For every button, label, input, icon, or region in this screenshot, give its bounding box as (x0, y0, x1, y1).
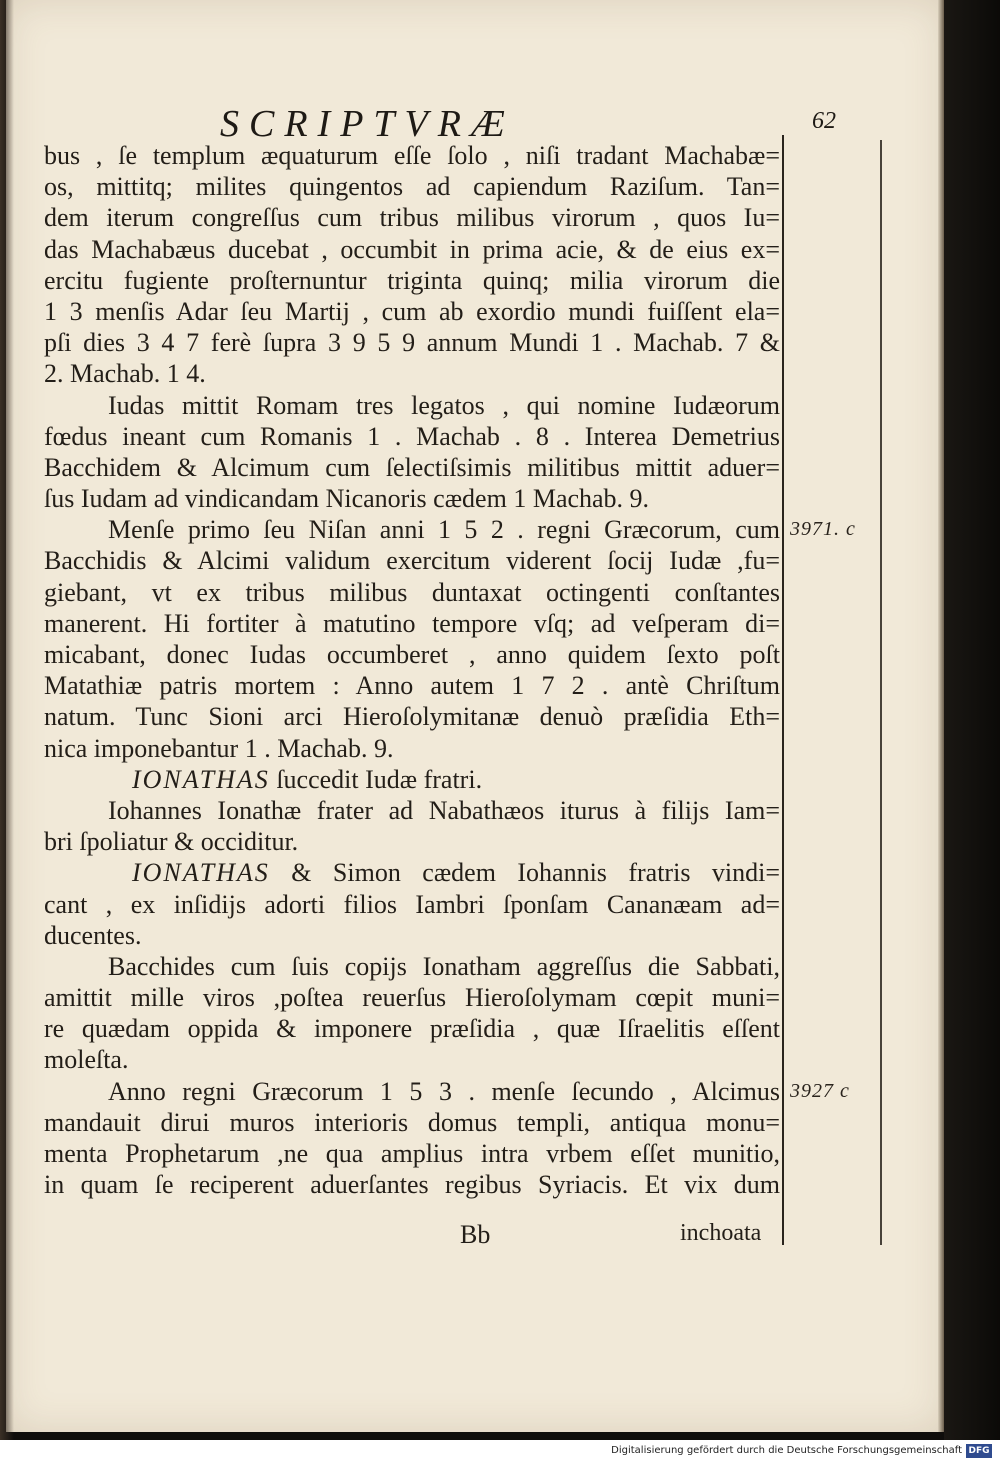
binding-shadow (0, 0, 14, 1440)
text-line: Iohannes Ionathæ frater ad Nabathæos iturus à filijs Iam= (108, 795, 780, 825)
running-head: SCRIPTVRÆ (220, 103, 515, 145)
text-line: giebant, vt ex tribus milibus duntaxat octingenti conſtantes (44, 577, 780, 607)
text-line: dem iterum congreſſus cum tribus milibus virorum , quos Iu= (44, 203, 780, 233)
signature-mark: Bb (460, 1220, 491, 1249)
text-line: ſus Iudam ad vindicandam Nicanoris cædem 1 Machab. 9. (44, 484, 650, 514)
folio-number: 62 (812, 108, 836, 134)
text-line: das Machabæus ducebat , occumbit in prima acie, & de eius ex= (44, 234, 780, 264)
footer-bar (0, 1440, 1000, 1464)
text-line: micabant, donec Iudas occumberet , anno quidem ſexto poſt (44, 640, 780, 669)
text-line: mandauit dirui muros interioris domus templi, antiqua monu= (44, 1107, 780, 1137)
text-line: nica imponebantur 1 . Machab. 9. (44, 733, 394, 763)
margin-date-note: 3971. c (790, 518, 856, 541)
dfg-logo: DFG (966, 1444, 992, 1458)
body-text (44, 140, 780, 1200)
text-line: menta Prophetarum ,ne qua amplius intra vrbem eſſet munitio, (44, 1139, 780, 1168)
text-line: manerent. Hi fortiter à matutino tempore vſq; ad veſperam di= (44, 608, 780, 638)
text-line: IONATHAS & Simon cædem Iohannis fratris vindi= (132, 858, 780, 888)
text-line: in quam ſe reciperent aduerſantes regibus Syriacis. Et vix dum (44, 1170, 780, 1200)
text-line: bri ſpoliatur & occiditur. (44, 827, 299, 857)
dark-margin (944, 0, 1000, 1440)
text-line: 2. Machab. 1 4. (44, 359, 206, 389)
text-line: Anno regni Græcorum 1 5 3 . menſe ſecundo , Alcimus (108, 1076, 780, 1106)
text-line: Iudas mittit Romam tres legatos , qui nomine Iudæorum (108, 390, 780, 420)
text-line: os, mittitq; milites quingentos ad capiendum Raziſum. Tan= (44, 172, 780, 202)
column-rule (782, 135, 784, 1245)
text-line: Bacchidem & Alcimum cum ſelectiſsimis militibus mittit aduer= (44, 452, 780, 482)
text-line: ercitu fugiente proſternuntur triginta quinq; milia virorum die (44, 265, 780, 295)
text-line: amittit mille viros ,poſtea reuerſus Hieroſolymam cœpit muni= (44, 983, 780, 1013)
text-line: ducentes. (44, 920, 142, 950)
text-line: IONATHAS ſuccedit Iudæ fratri. (132, 764, 483, 794)
text-line: 1 3 menſis Adar ſeu Martij , cum ab exordio mundi fuiſſent ela= (44, 296, 780, 326)
text-line: moleſta. (44, 1045, 129, 1075)
text-line: cant , ex inſidijs adorti filios Iambri ſponſam Cananæam ad= (44, 889, 780, 919)
text-line: pſi dies 3 4 7 ferè ſupra 3 9 5 9 annum Mundi 1 . Machab. 7 & (44, 328, 780, 358)
text-line: Bacchides cum ſuis copijs Ionatham aggreſſus die Sabbati, (108, 951, 780, 981)
outer-rule (880, 140, 882, 1245)
text-line: bus , ſe templum æquaturum eſſe ſolo , niſi tradant Machabæ= (44, 141, 780, 170)
text-line: Matathiæ patris mortem : Anno autem 1 7 2 . antè Chriſtum (44, 671, 780, 701)
margin-date-note: 3927 c (790, 1080, 850, 1102)
text-line: Bacchidis & Alcimi validum exercitum viderent ſocij Iudæ ,fu= (44, 546, 780, 576)
catchword: inchoata (680, 1220, 762, 1246)
text-line: natum. Tunc Sioni arci Hieroſolymitanæ denuò præſidia Eth= (44, 702, 780, 732)
text-line: Menſe primo ſeu Niſan anni 1 5 2 . regni Græcorum, cum (108, 515, 780, 545)
funding-credit: Digitalisierung gefördert durch die Deutsche Forschungsgemeinschaft (611, 1445, 962, 1456)
text-line: fœdus ineant cum Romanis 1 . Machab . 8 . Interea Demetrius (44, 421, 780, 451)
text-line: re quædam oppida & imponere præſidia , quæ Iſraelitis eſſent (44, 1014, 780, 1044)
